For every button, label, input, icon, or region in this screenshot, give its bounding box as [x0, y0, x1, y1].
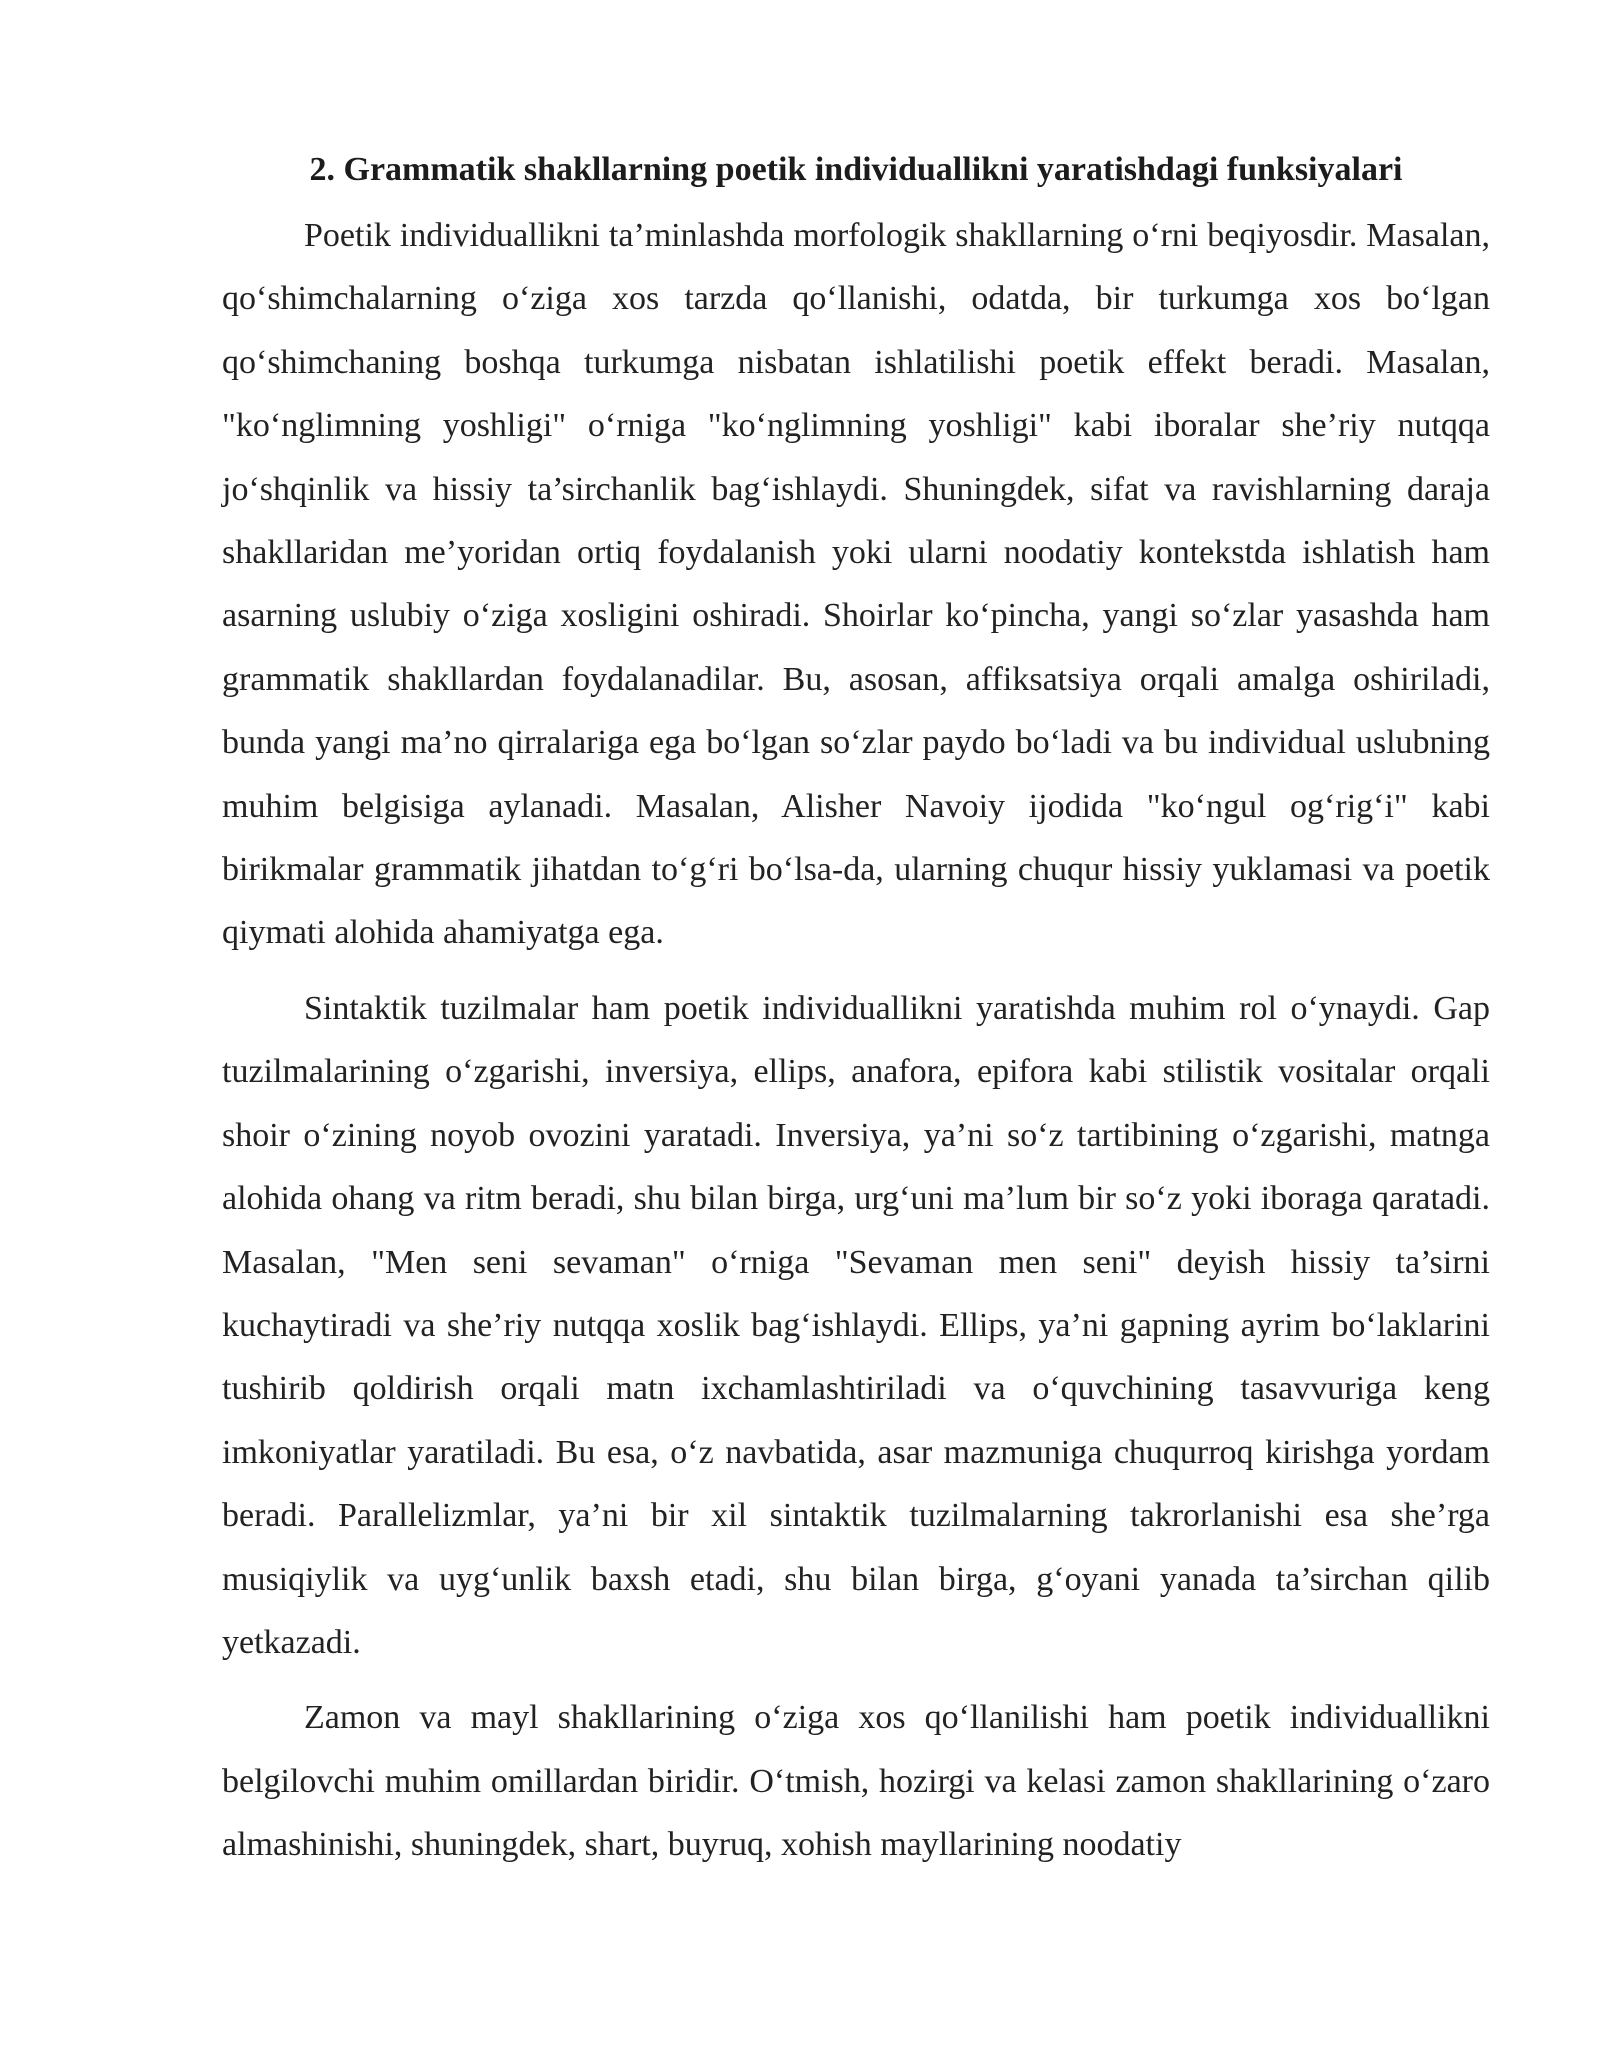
document-page: [222, 148, 1490, 1889]
paragraph-morphology: Poetik individuallikni ta’minlashda morfologik shakllarning o‘rni beqiyosdir. Masalan, qo‘shimchalarning o‘ziga xos tarzda qo‘llanishi, odatda, bir turkumga xos bo‘lgan qo‘shimchaning boshqa turkumga nisbatan ishlatilishi poetik effekt beradi. Masalan, "ko‘nglimning yoshligi" o‘rniga "ko‘nglimning yoshligi" kabi iboralar she’riy nutqqa jo‘shqinlik va hissiy ta’sirchanlik bag‘ishlaydi. Shuningdek, sifat va ravishlarning daraja shakllaridan me’yoridan ortiq foydalanish yoki ularni noodatiy kontekstda ishlatish ham asarning uslubiy o‘ziga xosligini oshiradi. Shoirlar ko‘pincha, yangi so‘zlar yasashda ham grammatik shakllardan foydalanadilar. Bu, asosan, affiksatsiya orqali amalga oshiriladi, bunda yangi ma’no qirralariga ega bo‘lgan so‘zlar paydo bo‘ladi va bu individual uslubning muhim belgisiga aylanadi. Masalan, Alisher Navoiy ijodida "ko‘ngul og‘rig‘i" kabi birikmalar grammatik jihatdan to‘g‘ri bo‘lsa-da, ularning chuqur hissiy yuklamasi va poetik qiymati alohida ahamiyatga ega.: [222, 217, 1490, 952]
paragraph-tense-mood: Zamon va mayl shakllarining o‘ziga xos qo‘llanilishi ham poetik individuallikni belgilovchi muhim omillardan biridir. O‘tmish, hozirgi va kelasi zamon shakllarining o‘zaro almashinishi, shuningdek, shart, buyruq, xohish mayllarining noodatiy: [222, 1699, 1490, 1864]
section-heading: 2. Grammatik shakllarning poetik individuallikni yaratishdagi funksiyalari: [309, 151, 1403, 188]
paragraph-syntax: Sintaktik tuzilmalar ham poetik individuallikni yaratishda muhim rol o‘ynaydi. Gap tuzilmalarining o‘zgarishi, inversiya, ellips, anafora, epifora kabi stilistik vositalar orqali shoir o‘zining noyob ovozini yaratadi. Inversiya, ya’ni so‘z tartibining o‘zgarishi, matnga alohida ohang va ritm beradi, shu bilan birga, urg‘uni ma’lum bir so‘z yoki iboraga qaratadi. Masalan, "Men seni sevaman" o‘rniga "Sevaman men seni" deyish hissiy ta’sirni kuchaytiradi va she’riy nutqqa xoslik bag‘ishlaydi. Ellips, ya’ni gapning ayrim bo‘laklarini tushirib qoldirish orqali matn ixchamlashtiriladi va o‘quvchining tasavvuriga keng imkoniyatlar yaratiladi. Bu esa, o‘z navbatida, asar mazmuniga chuqurroq kirishga yordam beradi. Parallelizmlar, ya’ni bir xil sintaktik tuzilmalarning takrorlanishi esa she’rga musiqiylik va uyg‘unlik baxsh etadi, shu bilan birga, g‘oyani yanada ta’sirchan qilib yetkazadi.: [222, 989, 1490, 1661]
